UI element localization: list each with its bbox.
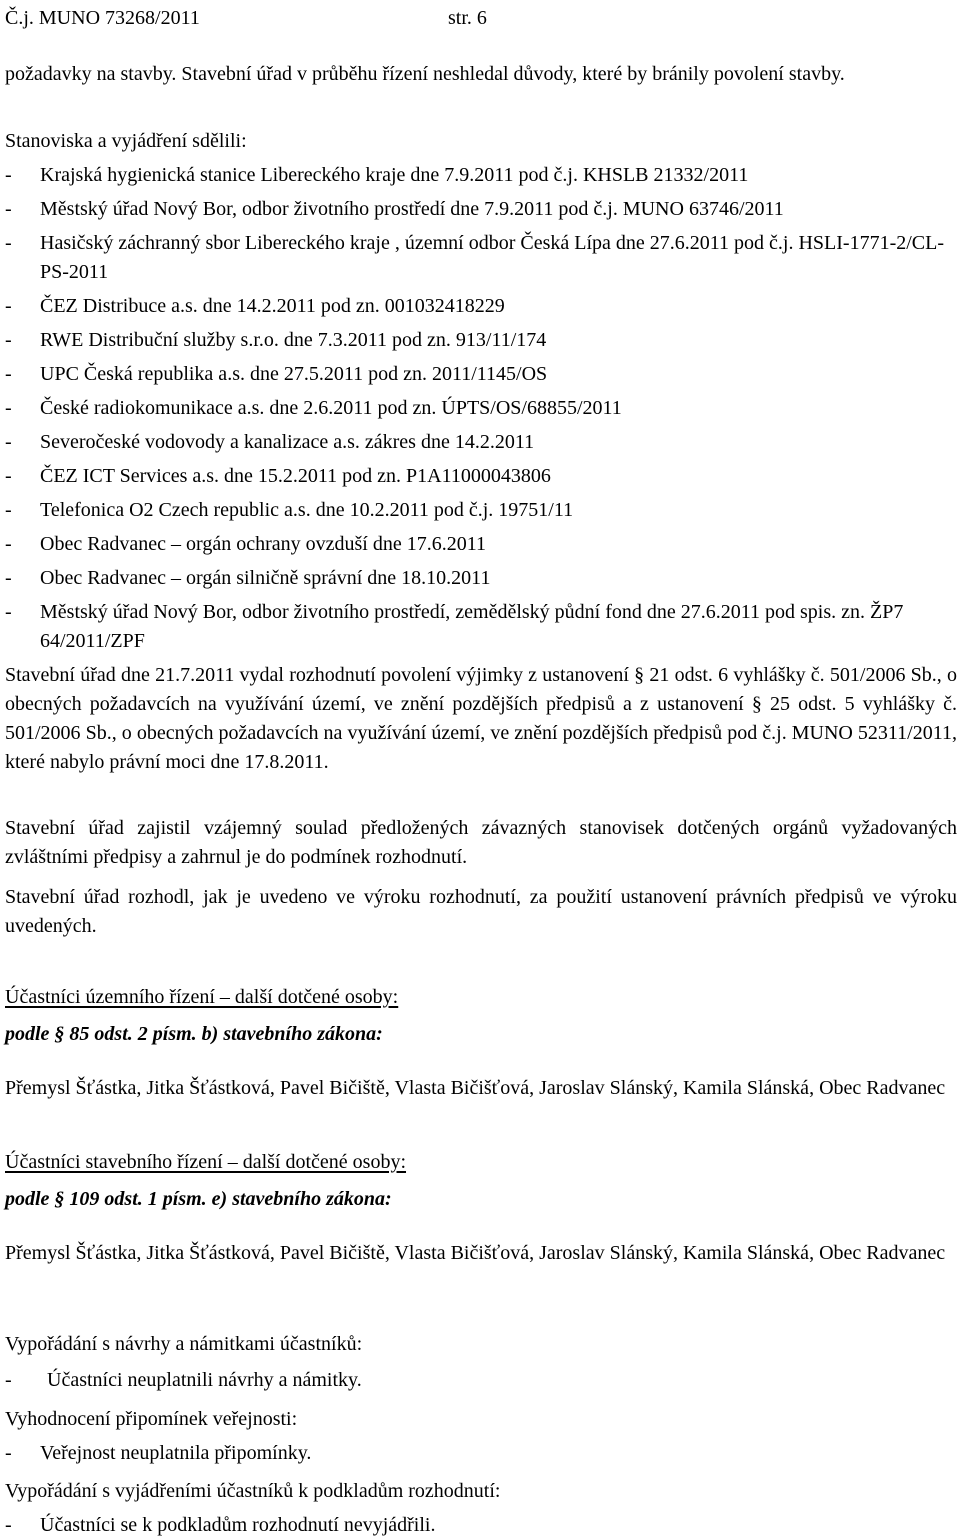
list-item-text: ČEZ ICT Services a.s. dne 15.2.2011 pod zn. P1A11000043806: [40, 465, 551, 487]
list-item-text: Hasičský záchranný sbor Libereckého kraje , územní odbor Česká Lípa dne 27.6.2011 pod č.j. HSLI-1771-2/CL-PS-2011: [40, 232, 945, 283]
territorial-participants-names: Přemysl Šťástka, Jitka Šťástková, Pavel Bičiště, Vlasta Bičišťová, Jaroslav Slánský, Kamila Slánská, Obec Radvanec: [5, 1077, 946, 1099]
list-item-text: Účastníci neuplatnili návrhy a námitky.: [47, 1369, 362, 1391]
list-item-text: Obec Radvanec – orgán ochrany ovzduší dne 17.6.2011: [40, 533, 486, 555]
list-dash: -: [5, 295, 12, 317]
list-dash: -: [5, 1442, 12, 1464]
list-dash: -: [5, 164, 12, 186]
list-item-text: UPC Česká republika a.s. dne 27.5.2011 pod zn. 2011/1145/OS: [40, 363, 548, 385]
building-participants-heading: Účastníci stavebního řízení – další dotčené osoby:: [5, 1151, 407, 1173]
list-dash: -: [5, 397, 12, 419]
list-dash: -: [5, 232, 12, 254]
list-dash: -: [5, 1514, 12, 1536]
list-dash: -: [5, 533, 12, 555]
list-dash: -: [5, 431, 12, 453]
list-dash: -: [5, 329, 12, 351]
list-item-text: Krajská hygienická stanice Libereckého kraje dne 7.9.2011 pod č.j. KHSLB 21332/2011: [40, 164, 749, 186]
list-item-text: ČEZ Distribuce a.s. dne 14.2.2011 pod zn. 001032418229: [40, 295, 505, 317]
list-dash: -: [5, 363, 12, 385]
list-dash: -: [5, 499, 12, 521]
list-item-text: Městský úřad Nový Bor, odbor životního prostředí, zemědělský půdní fond dne 27.6.2011 pod spis. zn. ŽP7 64/2011/ZPF: [40, 601, 904, 652]
reference-number: Č.j. MUNO 73268/2011: [5, 7, 200, 29]
paragraph-harmony: Stavební úřad zajistil vzájemný soulad předložených závazných stanovisek dotčených orgánů vyžadovaných zvláštními předpisy a zahrnul je do podmínek rozhodnutí.: [5, 817, 957, 868]
public-comments-heading: Vyhodnocení připomínek veřejnosti:: [5, 1408, 298, 1430]
paragraph-decided: Stavební úřad rozhodl, jak je uvedeno ve výroku rozhodnutí, za použití ustanovení právních předpisů ve výroku uvedených.: [5, 886, 957, 937]
page-header: [5, 4, 957, 30]
territorial-participants-heading: Účastníci územního řízení – další dotčené osoby:: [5, 986, 399, 1008]
list-item-text: Obec Radvanec – orgán silničně správní dne 18.10.2011: [40, 567, 491, 589]
list-item-text: Telefonica O2 Czech republic a.s. dne 10.2.2011 pod č.j. 19751/11: [40, 499, 574, 521]
statements-heading: Vypořádání s vyjádřeními účastníků k podkladům rozhodnutí:: [5, 1480, 501, 1502]
proposals-heading: Vypořádání s návrhy a námitkami účastníků:: [5, 1333, 363, 1355]
opinions-heading: Stanoviska a vyjádření sdělili:: [5, 130, 247, 152]
list-item-text: Městský úřad Nový Bor, odbor životního prostředí dne 7.9.2011 pod č.j. MUNO 63746/2011: [40, 198, 784, 220]
paragraph-no-obstacles: požadavky na stavby. Stavební úřad v průběhu řízení neshledal důvody, které by bránily povolení stavby.: [5, 63, 845, 85]
territorial-law-reference: podle § 85 odst. 2 písm. b) stavebního zákona:: [5, 1023, 383, 1045]
list-item-text: Veřejnost neuplatnila připomínky.: [40, 1442, 312, 1464]
list-item-text: České radiokomunikace a.s. dne 2.6.2011 pod zn. ÚPTS/OS/68855/2011: [40, 397, 622, 419]
building-law-reference: podle § 109 odst. 1 písm. e) stavebního zákona:: [5, 1188, 392, 1210]
list-dash: -: [5, 465, 12, 487]
paragraph-exemption-decision: Stavební úřad dne 21.7.2011 vydal rozhodnutí povolení výjimky z ustanovení § 21 odst. 6 vyhlášky č. 501/2006 Sb., o obecných požadavcích na využívání území, ve znění pozdějších předpisů a z ustanovení § 25 odst. 5 vyhlášky č. 501/2006 Sb., o obecných požadavcích na využívání území, ve znění pozdějších předpisů pod č.j. MUNO 52311/2011, které nabylo právní moci dne 17.8.2011.: [5, 664, 957, 773]
list-dash: -: [5, 567, 12, 589]
list-item-text: Severočeské vodovody a kanalizace a.s. zákres dne 14.2.2011: [40, 431, 535, 453]
building-participants-names: Přemysl Šťástka, Jitka Šťástková, Pavel Bičiště, Vlasta Bičišťová, Jaroslav Slánský, Kamila Slánská, Obec Radvanec: [5, 1242, 946, 1264]
page-number: str. 6: [448, 7, 487, 29]
list-dash: -: [5, 198, 12, 220]
list-dash: -: [5, 601, 12, 623]
list-dash: -: [5, 1369, 12, 1391]
list-item-text: Účastníci se k podkladům rozhodnutí nevyjádřili.: [40, 1514, 436, 1536]
list-item-text: RWE Distribuční služby s.r.o. dne 7.3.2011 pod zn. 913/11/174: [40, 329, 547, 351]
